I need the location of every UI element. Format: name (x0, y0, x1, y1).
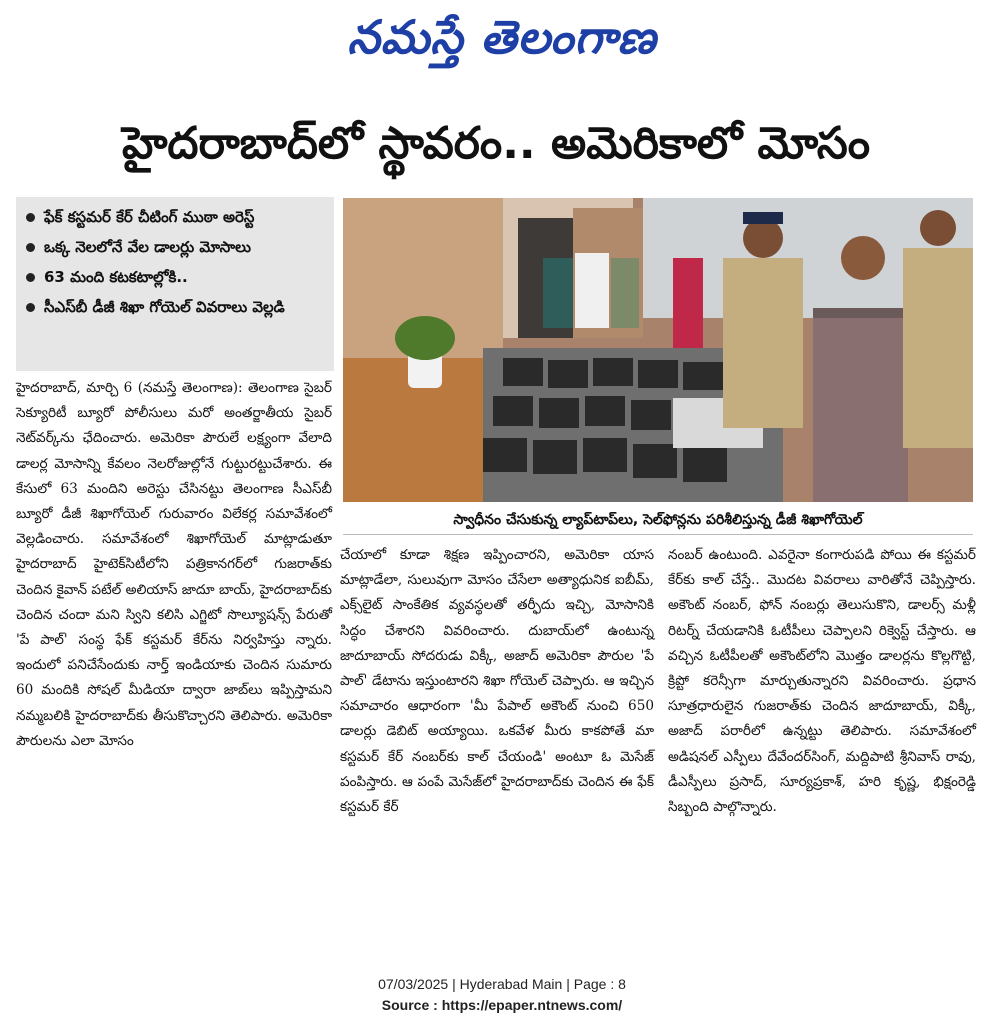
masthead-title: నమస్తే తెలంగాణ (347, 10, 657, 64)
article-column-1: హైదరాబాద్, మార్చి 6 (నమస్తే తెలంగాణ): తెలంగాణ సైబర్ సెక్యూరిటీ బ్యూరో పోలీసులు మరో అంతర్జాతీయ సైబర్ నెట్‌వర్క్‌ను ఛేదించారు. అమెరికా పౌరులే లక్ష్యంగా వేలాది డాలర్ల మోసాన్ని కేవలం నెలరోజుల్లోనే గుట్టురట్టుచేశారు. ఈ కేసులో 63 మందిని అరెస్టు చేసినట్టు తెలంగాణ సీఎస్‌బీ బ్యూరో డీజీ శిఖాగోయెల్ గురువారం విలేకర్ల సమావేశంలో వెల్లడించారు. సమావేశంలో శిఖాగోయెల్ మాట్లాడుతూ హైదరాబాద్ హైటెక్‌సిటీలోని పత్రికానగర్‌లో గుజరాత్‌కు చెందిన కైవాన్ పటేల్ అలియాస్ జాదూ బాయ్, హైదరాబాద్‌కు చెందిన చందా మని స్విని కలిసి ఎగ్జిటో సొల్యూషన్స్ పేరుతో 'పే పాల్' సంస్థ ఫేక్ కస్టమర్ కేర్‌ను నిర్వహిస్తు న్నారు. ఇందులో పనిచేసేందుకు నార్త్ ఇండియాకు చెందిన సుమారు 60 మందికి సోషల్ మీడియా ద్వారా జాబ్‌లు ఇప్పిస్తామని నమ్మబలికి హైదరాబాద్‌కు తీసుకొచ్చారని తెలిపారు. అమెరికా పౌరులను ఎలా మోసం (16, 380, 332, 749)
highlights-box (16, 197, 334, 371)
photo-illustration (343, 198, 973, 502)
article-column-3: నంబర్ ఉంటుంది. ఎవరైనా కంగారుపడి పోయి ఈ కస్టమర్ కేర్‌కు కాల్ చేస్తే.. మొదట వివరాలు వారితోనే చెప్పిస్తారు. అకౌంట్ నంబర్, ఫోన్ నంబర్లు తెలుసుకొని, డాలర్స్ మళ్లీ రిటర్న్ చేయడానికి ఓటీపీలు చెప్పాలని రిక్వెస్ట్ చేస్తారు. ఆ వచ్చిన ఓటీపీలతో అకౌంట్‌లోని మొత్తం డాలర్లను కొల్లగొట్టి, క్రిప్టో కరెన్సీగా మార్చుతున్నారని వివరించారు. ప్రధాన సూత్రధారులైన గుజరాత్‌కు చెందిన జాదూబాయ్, విక్కీ, అజాద్ పరారీలో ఉన్నట్టు తెలిపారు. సమావేశంలో అడిషనల్ ఎస్పీలు దేవేందర్‌సింగ్, మద్దిపాటి శ్రీనివాస్ రావు, డీఎస్పీలు ప్రసాద్, సూర్యప్రకాశ్, హరి కృష్ణ, భిక్షంరెడ్డి సిబ్బంది పాల్గొన్నారు. (668, 547, 976, 816)
footer-source-link[interactable]: Source : https://epaper.ntnews.com/ (381, 997, 623, 1013)
page-footer (0, 974, 1004, 1016)
highlight-item (26, 297, 328, 317)
news-photo (343, 198, 973, 502)
highlight-text: 63 మంది కటకటాల్లోకి.. (44, 268, 188, 286)
bullet-icon (26, 243, 35, 252)
highlight-text: ఒక్క నెలలోనే వేల డాలర్లు మోసాలు (44, 238, 251, 256)
highlight-text: ఫేక్ కస్టమర్ కేర్ చీటింగ్ ముఠా అరెస్ట్ (44, 208, 255, 226)
bullet-icon (26, 273, 35, 282)
article-headline: హైదరాబాద్‌లో స్థావరం.. అమెరికాలో మోసం (121, 118, 871, 169)
article-column-2: చేయాలో కూడా శిక్షణ ఇప్పించారని, అమెరికా యాస మాట్లాడేలా, సులువుగా మోసం చేసేలా అత్యాధునిక ఐబీమ్, ఎక్స్‌లైట్ సాంకేతిక వ్యవస్థలతో తర్ఫీదు ఇచ్చి, మోసానికి సిద్ధం చేశారని వివరించారు. దుబాయ్‌లో ఉంటున్న జాదూబాయ్ సోదరుడు విక్కీ, అజాద్ అమెరికా పౌరుల 'పే పాల్' డేటాను ఇస్తుంటారని శిఖా గోయెల్ చెప్పారు. ఆ ఇచ్చిన సమాచారం ఆధారంగా 'మీ పేపాల్ అకౌంట్ నుంచి 650 డాలర్లు డెబిట్ అయ్యాయి. ఒకవేళ మీరు కాకపోతే మా కస్టమర్ కేర్ నంబర్‌కు కాల్ చేయండి' అంటూ ఓ మెసేజ్ పంపిస్తారు. ఆ పంపే మెసేజ్‌లో హైదరాబాద్‌కు చెందిన ఈ ఫేక్ కస్టమర్ కేర్ (340, 547, 654, 816)
footer-edition-info: 07/03/2025 | Hyderabad Main | Page : 8 (378, 976, 626, 992)
highlight-item (26, 267, 328, 287)
bullet-icon (26, 303, 35, 312)
highlight-item (26, 237, 328, 257)
newspaper-masthead (0, 4, 1004, 70)
highlight-item (26, 207, 328, 227)
bullet-icon (26, 213, 35, 222)
photo-caption: స్వాధీనం చేసుకున్న ల్యాప్‌టాప్‌లు, సెల్‌ఫోన్లను పరిశీలిస్తున్న డీజీ శిఖాగోయెల్ (343, 506, 973, 535)
highlight-text: సీఎస్‌బీ డీజీ శిఖా గోయెల్ వివరాలు వెల్లడి (44, 298, 285, 316)
